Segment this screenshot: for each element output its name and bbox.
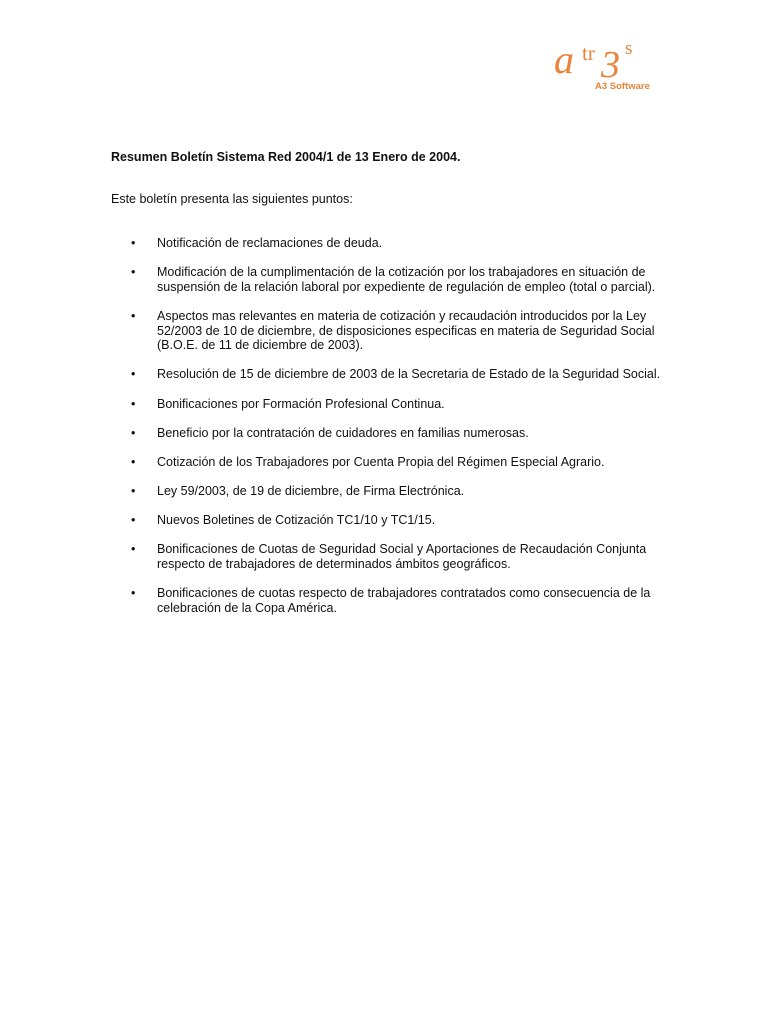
bullet-icon: • xyxy=(131,454,136,469)
svg-text:3: 3 xyxy=(601,44,620,82)
document-title: Resumen Boletín Sistema Red 2004/1 de 13 Enero de 2004. xyxy=(111,150,461,164)
list-item-text: Cotización de los Trabajadores por Cuenta Propia del Régimen Especial Agrario. xyxy=(157,454,605,469)
intro-text: Este boletín presenta las siguientes puntos: xyxy=(111,192,353,206)
svg-text:s: s xyxy=(625,38,633,59)
bullet-icon: • xyxy=(131,542,136,557)
list-item-text: Notificación de reclamaciones de deuda. xyxy=(157,236,383,250)
list-item xyxy=(111,236,667,251)
list-item xyxy=(111,265,667,294)
bullet-list xyxy=(111,236,667,630)
list-item xyxy=(111,484,667,499)
atr3s-logo-mark xyxy=(552,36,662,82)
bullet-icon: • xyxy=(131,484,136,499)
list-item-text: Resolución de 15 de diciembre de 2003 de la Secretaria de Estado de la Seguridad Social. xyxy=(157,367,661,382)
list-item-text: Aspectos mas relevantes en materia de cotización y recaudación introducidos por la Ley 52/2003 de 10 de diciembre, de disposiciones especificas en materia de Seguridad Social (B.O.E. de 11 de diciembre de 2003). xyxy=(157,308,655,353)
list-item-text: Bonificaciones de cuotas respecto de trabajadores contratados como consecuencia de la celebración de la Copa América. xyxy=(157,586,651,615)
bullet-icon: • xyxy=(131,586,136,601)
list-item xyxy=(111,542,667,571)
bullet-icon: • xyxy=(131,513,136,528)
list-item xyxy=(111,367,667,382)
bullet-icon: • xyxy=(131,396,136,411)
list-item xyxy=(111,397,667,412)
bullet-icon: • xyxy=(131,265,136,280)
list-item xyxy=(111,426,667,441)
list-item xyxy=(111,455,667,470)
list-item xyxy=(111,513,667,528)
a3-software-logo xyxy=(552,36,662,96)
svg-text:tr: tr xyxy=(582,41,595,65)
list-item-text: Bonificaciones de Cuotas de Seguridad Social y Aportaciones de Recaudación Conjunta respecto de trabajadores de determinados ámbitos geográficos. xyxy=(157,542,647,572)
svg-text:a: a xyxy=(554,37,574,82)
bullet-icon: • xyxy=(131,367,136,382)
list-item-text: Nuevos Boletines de Cotización TC1/10 y TC1/15. xyxy=(157,513,436,528)
list-item-text: Beneficio por la contratación de cuidadores en familias numerosas. xyxy=(157,425,529,440)
bullet-icon: • xyxy=(131,236,136,250)
list-item-text: Modificación de la cumplimentación de la cotización por los trabajadores en situación de suspensión de la relación laboral por expediente de regulación de empleo (total o parcial). xyxy=(157,265,656,294)
bullet-icon: • xyxy=(131,308,136,323)
list-item-text: Bonificaciones por Formación Profesional Continua. xyxy=(157,396,445,411)
list-item-text: Ley 59/2003, de 19 de diciembre, de Firma Electrónica. xyxy=(157,484,465,499)
bullet-icon: • xyxy=(131,425,136,440)
list-item xyxy=(111,586,667,615)
list-item xyxy=(111,309,667,353)
logo-subtitle: A3 Software xyxy=(595,81,650,92)
